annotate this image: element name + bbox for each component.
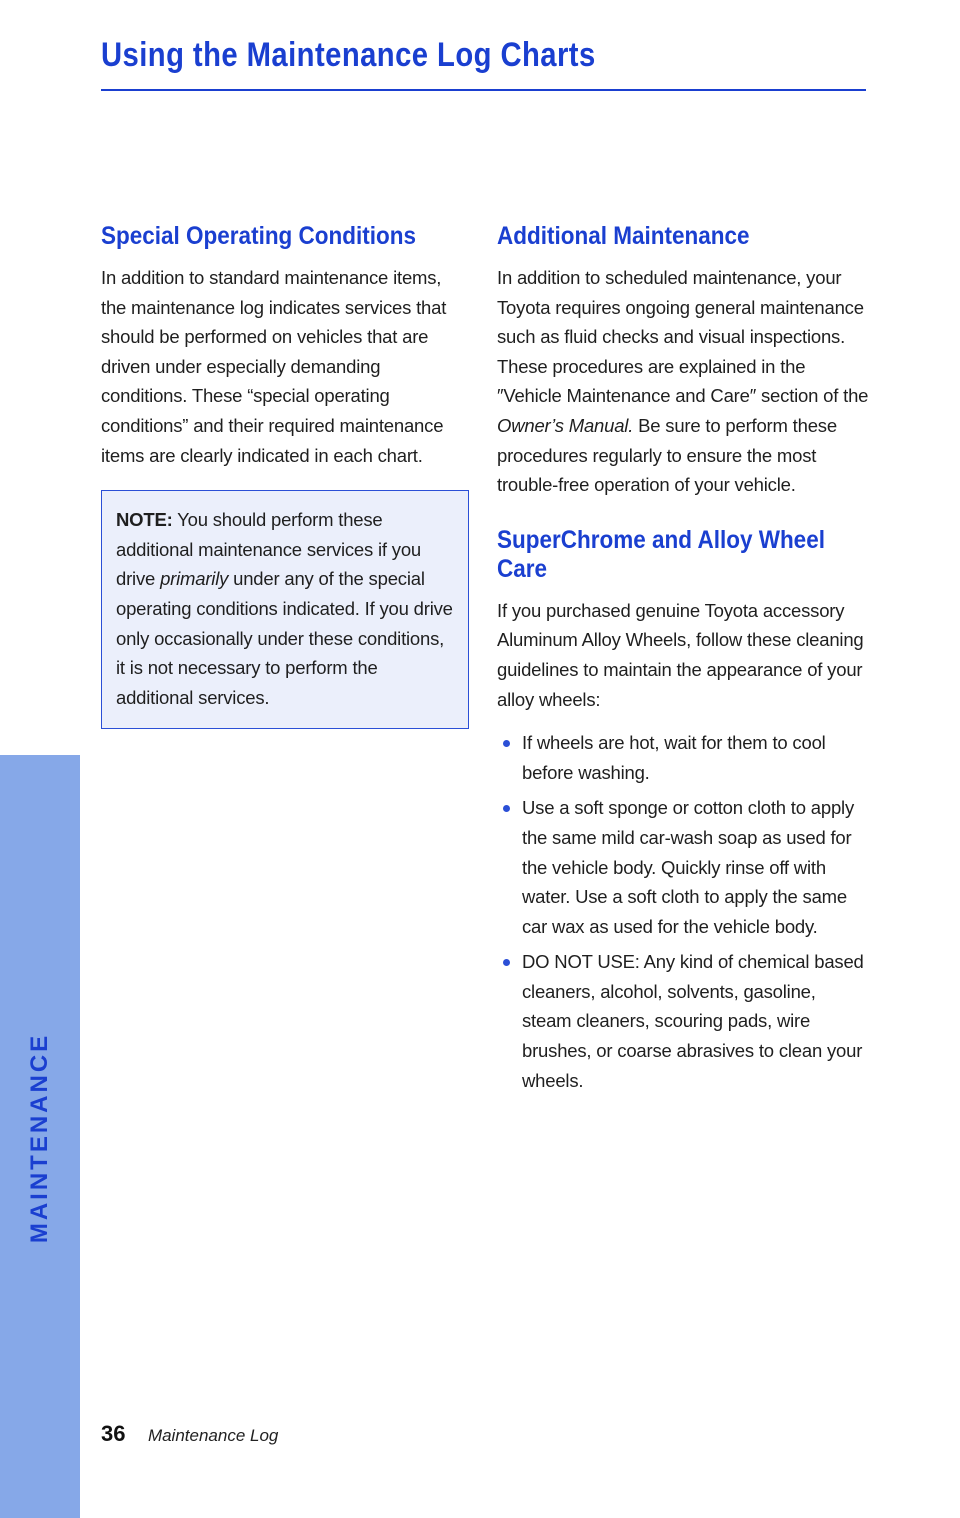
section-side-tab-label: MAINTENANCE [26, 1032, 53, 1244]
bullet-icon [503, 805, 510, 812]
list-item [497, 728, 869, 787]
list-item-text: DO NOT USE: Any kind of chemical based cleaners, alcohol, solvents, gasoline, steam cleaners, scouring pads, wire brushes, or coarse abrasives to clean your wheels. [522, 951, 864, 1091]
list-item-text: If wheels are hot, wait for them to cool before washing. [522, 732, 826, 783]
wheel-care-text: If you purchased genuine Toyota accessory Aluminum Alloy Wheels, follow these cleaning guidelines to maintain the appearance of your alloy wheels: [497, 599, 864, 710]
title-divider [101, 89, 866, 91]
special-operating-conditions-heading: Special Operating Conditions [101, 222, 417, 250]
note-text-before: You should perform these additional maintenance services if you drive [116, 509, 422, 590]
additional-maintenance-text [497, 263, 869, 500]
additional-maintenance-text-before: In addition to scheduled maintenance, your Toyota requires ongoing general maintenance such as fluid checks and visual inspections. These procedures are explained in the ″Vehicle Maintenance and Care″ section of the [497, 267, 869, 407]
note-box [101, 490, 469, 729]
special-operating-conditions-text: In addition to standard maintenance items, the maintenance log indicates services that should be performed on vehicles that are driven under especially demanding conditions. These “special operating conditions” and their required maintenance items are clearly indicated in each chart. [101, 267, 447, 466]
page-footer [101, 1421, 278, 1447]
list-item [497, 793, 869, 941]
wheel-care-heading: SuperChrome and Alloy Wheel Care [497, 525, 825, 583]
note-text-after: under any of the special operating conditions indicated. If you drive only occasionally under these conditions, it is not necessary to perform the additional services. [116, 568, 453, 708]
right-column [497, 222, 869, 1101]
note-label: NOTE: [116, 509, 173, 531]
additional-maintenance-heading: Additional Maintenance [497, 222, 750, 250]
note-emphasis: primarily [160, 568, 229, 590]
bullet-icon [503, 959, 510, 966]
bullet-icon [503, 740, 510, 747]
footer-label: Maintenance Log [147, 1426, 279, 1445]
page-number: 36 [101, 1421, 126, 1446]
page-title: Using the Maintenance Log Charts [101, 36, 596, 74]
list-item [497, 947, 869, 1095]
wheel-care-list [497, 728, 869, 1095]
left-column [101, 222, 471, 729]
list-item-text: Use a soft sponge or cotton cloth to apply the same mild car-wash soap as used for the vehicle body. Quickly rinse off with water. Use a soft cloth to apply the same car wax as used for the vehicle body. [522, 797, 854, 937]
additional-maintenance-text-after: Be sure to perform these procedures regularly to ensure the most trouble-free operation of your vehicle. [497, 414, 837, 496]
owners-manual-emphasis: Owner’s Manual. [497, 414, 634, 436]
